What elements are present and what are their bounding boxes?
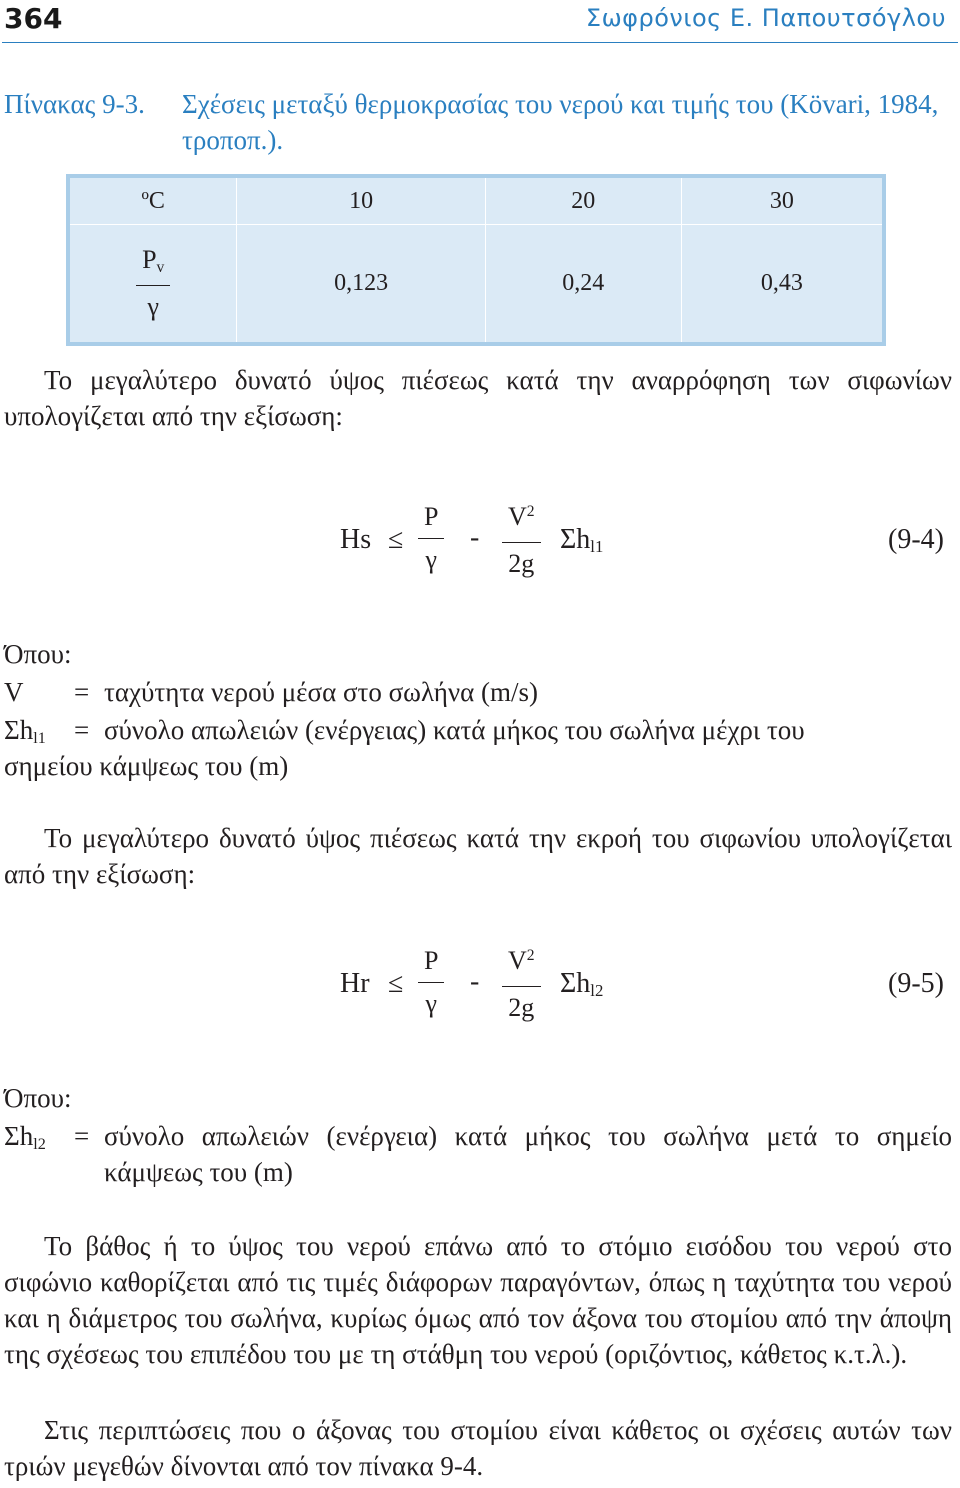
table-header-row — [68, 176, 884, 225]
fraction-bar — [136, 285, 170, 286]
table-row — [68, 225, 884, 345]
definition-loss-l2 — [4, 1118, 952, 1190]
fraction-numerator: P — [424, 502, 439, 531]
temperature-pressure-table — [66, 174, 886, 346]
exponent: 2 — [526, 946, 535, 964]
definition-loss-l1 — [4, 712, 952, 784]
equals-sign: = — [74, 1121, 90, 1151]
equals-sign: = — [74, 715, 90, 745]
fraction-denominator: 2g — [508, 549, 535, 578]
sum-subscript: l2 — [590, 981, 604, 1001]
table-temp-cell: 20 — [485, 176, 681, 225]
v2-over-2g-fraction — [502, 502, 541, 579]
definition-text: σύνολο απωλειών (ενέργεια) κατά μήκος του σωλήνα μετά το σημείο κάμψεως του (m) — [104, 1121, 952, 1187]
definition-symbol — [4, 1118, 46, 1158]
loss-sum-term — [560, 524, 603, 556]
exponent: 2 — [526, 502, 535, 520]
page-number: 364 — [4, 2, 63, 35]
less-equal-symbol: ≤ — [388, 968, 404, 999]
less-equal-symbol: ≤ — [388, 524, 404, 555]
fraction-numerator: P — [424, 946, 439, 975]
caption-label: Πίνακας 9-3. — [4, 89, 145, 119]
p-over-gamma-fraction — [418, 502, 444, 575]
where-label-1: Όπου: — [4, 639, 72, 669]
equation-lhs: Hs — [340, 524, 372, 555]
equals-sign: = — [74, 677, 90, 707]
definition-text: ταχύτητα νερού μέσα στο σωλήνα (m/s) — [104, 677, 539, 707]
equation-number: (9-4) — [888, 524, 944, 555]
pv-over-gamma-fraction — [136, 245, 170, 322]
sum-symbol: Σh — [560, 968, 591, 999]
p-over-gamma-fraction — [418, 946, 444, 1019]
paragraph-suction-intro: Το μεγαλύτερο δυνατό ύψος πιέσεως κατά την αναρρόφηση των σιφωνίων υπολογίζεται από την εξίσωση: — [4, 365, 952, 431]
definition-text: σύνολο απωλειών (ενέργειας) κατά μήκος του σωλήνα μέχρι του — [104, 715, 805, 745]
definition-text-continuation: σημείου κάμψεως του (m) — [4, 751, 289, 781]
sum-subscript: l1 — [33, 729, 46, 748]
fraction-numerator: P — [142, 245, 157, 274]
paragraph-outflow-intro: Το μεγαλύτερο δυνατό ύψος πιέσεως κατά την εκροή του σιφωνίου υπολογίζεται από την εξίσωση: — [4, 823, 952, 889]
fraction-bar — [418, 538, 444, 539]
table-row-symbol — [68, 225, 237, 345]
equation-9-5 — [0, 946, 960, 1036]
equation-lhs: Hr — [340, 968, 370, 999]
sum-subscript: l1 — [590, 537, 604, 557]
fraction-numerator: V — [508, 946, 527, 975]
definition-symbol: V — [4, 677, 24, 707]
loss-sum-term — [560, 968, 603, 1000]
running-head-author: Σωφρόνιος Ε. Παπουτσόγλου — [585, 4, 946, 32]
table-temp-cell: 30 — [681, 176, 884, 225]
table-corner-cell: ºC — [68, 176, 237, 225]
v2-over-2g-fraction — [502, 946, 541, 1023]
table-temp-cell: 10 — [237, 176, 485, 225]
sum-symbol: Σh — [4, 1121, 34, 1151]
fraction-numerator: V — [508, 502, 527, 531]
fraction-denominator: γ — [425, 545, 437, 574]
fraction-numerator-subscript: v — [156, 258, 165, 276]
header-rule — [2, 42, 958, 43]
definition-symbol — [4, 712, 46, 752]
table-value-cell: 0,43 — [681, 225, 884, 345]
definition-velocity — [4, 674, 952, 710]
minus-sign: - — [470, 522, 480, 553]
minus-sign: - — [470, 966, 480, 997]
where-label-2: Όπου: — [4, 1083, 72, 1113]
page-header — [0, 0, 960, 40]
fraction-bar — [502, 986, 541, 987]
fraction-denominator: γ — [425, 989, 437, 1018]
fraction-bar — [418, 982, 444, 983]
sum-symbol: Σh — [560, 524, 591, 555]
paragraph-vertical-axis: Στις περιπτώσεις που ο άξονας του στομίου είναι κάθετος οι σχέσεις αυτών των τριών μεγεθών δίνονται από τον πίνακα 9-4. — [4, 1415, 952, 1481]
fraction-bar — [502, 542, 541, 543]
table-value-cell: 0,24 — [485, 225, 681, 345]
sum-symbol: Σh — [4, 715, 34, 745]
equation-number: (9-5) — [888, 968, 944, 999]
sum-subscript: l2 — [33, 1135, 46, 1154]
equation-9-4 — [0, 502, 960, 592]
table-value-cell: 0,123 — [237, 225, 485, 345]
paragraph-inlet-depth: Το βάθος ή το ύψος του νερού επάνω από το στόμιο εισόδου του νερού στο σιφώνιο καθορίζεται από τις τιμές διάφορων παραγόντων, όπως η ταχύτητα του νερού και η διάμετρος του σωλήνα, κυρίως όμως από τον άξονα του στομίου από την άποψη της σχέσεως του επιπέδου του με τη στάθμη του νερού (οριζόντιος, κάθετος κ.τ.λ.). — [4, 1231, 952, 1369]
caption-text: Σχέσεις μεταξύ θερμοκρασίας του νερού και τιμής του (Kövari, 1984, τροποπ.). — [182, 89, 939, 155]
fraction-denominator: γ — [147, 292, 159, 321]
fraction-denominator: 2g — [508, 993, 535, 1022]
